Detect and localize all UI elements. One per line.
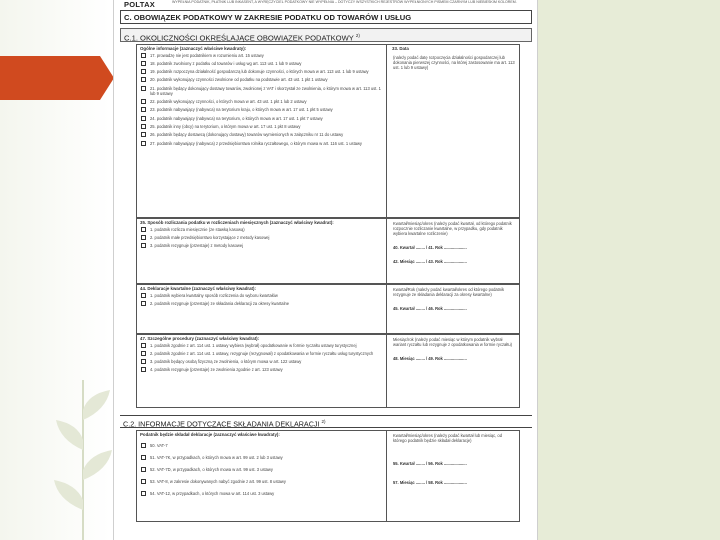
declarations-quarter-field[interactable]: 55. Kwartał ........ / 56. Rok .................... bbox=[393, 461, 467, 467]
declarations-filed-left bbox=[137, 431, 387, 521]
option-label: 52. VAT-7D, w przypadkach, o których mowa w art. 99 ust. 3 ustawy bbox=[150, 466, 273, 472]
checkbox-vat-8[interactable] bbox=[141, 479, 146, 484]
settlement-option[interactable] bbox=[137, 235, 386, 240]
option-label: 53. VAT-8, w zakresie dokonywanych nabyć zgodnie z art. 99 ust. 8 ustawy bbox=[150, 478, 286, 484]
option-label: 51. VAT-7K, w przypadkach, o których mowa w art. 99 ust. 2 lub 3 ustawy bbox=[150, 454, 283, 460]
declaration-option[interactable] bbox=[137, 293, 386, 298]
settlement-option[interactable] bbox=[137, 227, 386, 232]
special-procedures-period-text: Miesiąc/rok (należy podać miesiąc w którym podatnik wybrał wariant ryczałtu lub rezygnuje z opodatkowania w formie ryczałtu) bbox=[393, 337, 512, 348]
special-procedure-option[interactable] bbox=[137, 359, 386, 364]
checkbox-settlement-3[interactable] bbox=[141, 243, 146, 248]
vat-form-option[interactable] bbox=[137, 491, 386, 496]
form-top-note: WYPEŁNIA PODATNIK, PŁATNIK LUB INKASENT, A WYRĘCZYCIEL PODATKOWY NIE WYPEŁNIA – DOTYCZY WSZYSTKICH REJESTRÓW WYPEŁNIONYCH PISMEM CZARNYM LUB NIEBIESKIM KOLOREM. bbox=[172, 0, 517, 4]
section-c1-title-text: C.1. OKOLICZNOŚCI OKREŚLAJĄCE OBOWIĄZEK PODATKOWY bbox=[124, 33, 354, 43]
settlement-left bbox=[137, 219, 387, 283]
general-info-option[interactable] bbox=[137, 86, 386, 96]
declaration-quarter-field[interactable]: 45. Kwartał ........ / 46. Rok .................... bbox=[393, 306, 467, 312]
option-label: 3. podatnik będący osobą fizyczną ze zwolnienia, o którym mowa w art. 122 ustawy bbox=[150, 359, 302, 365]
checkbox-procedure-3[interactable] bbox=[141, 359, 146, 364]
checkbox-23[interactable] bbox=[141, 107, 146, 112]
checkbox-17[interactable] bbox=[141, 53, 146, 58]
general-info-left bbox=[137, 45, 387, 217]
checkbox-procedure-2[interactable] bbox=[141, 351, 146, 356]
section-c-title-text: C. OBOWIĄZEK PODATKOWY W ZAKRESIE PODATKU OD TOWARÓW I USŁUG bbox=[124, 13, 412, 22]
date-label: 33. Data bbox=[392, 46, 409, 51]
declarations-filed-heading: Podatnik będzie składał deklaracje (zaznaczyć właściwe kwadraty): bbox=[140, 432, 280, 437]
section-c2-title-text: C.2. INFORMACJE DOTYCZĄCE SKŁADANIA DEKLARACJI bbox=[123, 419, 320, 429]
date-instructions: (należy podać datę rozpoczęcia działalności gospodarczej lub dokonania pierwszej czynności, na której zastosowanie ma art. 113 ust. 1 lub 9 ustawy) bbox=[393, 54, 515, 70]
declaration-block bbox=[136, 284, 520, 334]
form-top-strip bbox=[122, 0, 530, 10]
section-c1-title bbox=[120, 28, 532, 42]
settlement-heading: 35. Sposób rozliczania podatku w rozliczeniach miesięcznych (zaznaczyć właściwy kwadrat): bbox=[140, 220, 334, 225]
checkbox-declaration-2[interactable] bbox=[141, 301, 146, 306]
checkbox-27[interactable] bbox=[141, 141, 146, 146]
settlement-period-text: Kwartał/miesiąc/okres (należy podać kwartał, od którego podatnik rozpocznie rozliczanie kwartalne, w przypadku, gdy podatnik wybiera kwartalne rozliczenie) bbox=[393, 221, 512, 237]
special-procedures-heading: 47. Szczególne procedury (zaznaczyć właściwy kwadrat): bbox=[140, 336, 260, 341]
option-label: 1. podatnik wybiera kwartalny sposób rozliczenia do wyboru kwartałów bbox=[150, 292, 278, 298]
checkbox-25[interactable] bbox=[141, 124, 146, 129]
option-label: 19. podatnik rozpoczyna działalność gospodarczą lub dokonuje czynności, o których mowa w art. 113 ust. 1 lub 9 ustawy bbox=[150, 69, 369, 75]
special-procedure-option[interactable] bbox=[137, 351, 386, 356]
option-label: 1. podatnik rozlicza miesięcznie (ze stawką kasową) bbox=[150, 226, 245, 232]
poltax-logo: POLTAX bbox=[124, 0, 156, 9]
general-info-option[interactable] bbox=[137, 61, 386, 66]
option-label: 20. podatnik wykonujący czynności zwolnione od podatku na podstawie art. 43 ust. 1 pkt 1 ustawy bbox=[150, 77, 328, 83]
leaf-decoration-icon bbox=[48, 360, 118, 540]
declaration-period bbox=[389, 285, 519, 313]
checkbox-vat-7k[interactable] bbox=[141, 455, 146, 460]
section-c2-title bbox=[120, 415, 532, 428]
declarations-filed-block bbox=[136, 430, 520, 522]
checkbox-procedure-1[interactable] bbox=[141, 343, 146, 348]
settlement-quarter-field[interactable]: 40. Kwartał ........ / 41. Rok .................... bbox=[393, 245, 467, 251]
option-label: 4. podatnik rezygnuje (przestaje) ze zwolnienia zgodnie z art. 123 ustawy bbox=[150, 367, 283, 373]
general-info-option[interactable] bbox=[137, 116, 386, 121]
checkbox-vat-12[interactable] bbox=[141, 491, 146, 496]
declaration-option[interactable] bbox=[137, 301, 386, 306]
checkbox-procedure-4[interactable] bbox=[141, 367, 146, 372]
checkbox-vat-7d[interactable] bbox=[141, 467, 146, 472]
vat-form-option[interactable] bbox=[137, 467, 386, 472]
special-procedure-option[interactable] bbox=[137, 367, 386, 372]
option-label: 17. prowadzę nie jest podatnikiem w rozumieniu art. 15 ustawy bbox=[150, 52, 264, 58]
option-label: 23. podatnik nabywający (nabywca) na terytorium kraju, o których mowa w art. 17 ust. 1 pkt 5 ustawy bbox=[150, 107, 333, 113]
option-label: 50. VAT-7 bbox=[150, 442, 168, 448]
option-label: 21. podatnik będący dokonujący dostawy towarów, zwolnionej z VAT i skorzystał ze zwolnienia, o którym mowa w art. 113 ust. 1 lub 9 ustawy bbox=[150, 85, 381, 96]
section-c-title bbox=[120, 10, 532, 24]
checkbox-26[interactable] bbox=[141, 132, 146, 137]
section-c1-footnote: 2) bbox=[355, 33, 360, 38]
general-info-option[interactable] bbox=[137, 107, 386, 112]
tax-form-page bbox=[113, 0, 538, 540]
special-procedures-block bbox=[136, 334, 520, 408]
option-label: 22. podatnik wykonujący czynności, o których mowa w art. 43 ust. 1 pkt 1 lub 2 ustawy bbox=[150, 99, 307, 105]
general-info-heading: Ogólne informacje (zaznaczyć właściwe kwadraty): bbox=[140, 46, 247, 51]
date-field[interactable] bbox=[389, 45, 519, 72]
general-info-option[interactable] bbox=[137, 132, 386, 137]
option-label: 26. podatnik będący dostawcą (dokonujący dostawy) towarów wymienionych w załączniku nr 11 do ustawy bbox=[150, 132, 344, 138]
vat-form-option[interactable] bbox=[137, 479, 386, 484]
declaration-heading: 44. Deklaracje kwartalne (zaznaczyć właściwy kwadrat): bbox=[140, 286, 256, 291]
option-label: 2. podatnik rezygnuje (przestaje) ze składania deklaracji za okresy kwartalne bbox=[150, 300, 290, 306]
general-info-option[interactable] bbox=[137, 124, 386, 129]
settlement-month-field[interactable]: 42. Miesiąc ........ / 43. Rok .................... bbox=[393, 259, 467, 265]
declarations-month-field[interactable]: 57. Miesiąc ........ / 58. Rok .................... bbox=[393, 480, 467, 486]
checkbox-declaration-1[interactable] bbox=[141, 293, 146, 298]
declarations-filed-period-text: Kwartał/miesiąc/okres (należy podać kwartał lub miesiąc, od którego podatnik będzie składał deklaracje) bbox=[393, 433, 502, 444]
special-procedure-option[interactable] bbox=[137, 343, 386, 348]
slide-arrow-tab bbox=[0, 56, 100, 100]
option-label: 1. podatnik zgodnie z art. 114 ust. 1 ustawy wybiera (wybrał) opodatkowanie w formie ryczałtu ustawy turystycznej bbox=[150, 342, 357, 348]
option-label: 2. podatnik zgodnie z art. 114 ust. 1 ustawy, rezygnuje (rezygnował) z opodatkowania w formie ryczałtu usług turystycznych bbox=[150, 350, 374, 356]
declaration-period-text: Kwartał/Rok (należy podać kwartał/okres od którego podatnik rezygnuje ze składania deklaracji za okresy kwartalne) bbox=[393, 287, 505, 298]
section-c2-footnote: 2) bbox=[321, 419, 326, 424]
checkbox-settlement-2[interactable] bbox=[141, 235, 146, 240]
option-label: 24. podatnik nabywający (nabywca) na terytorium, o których mowa w art. 17 ust. 1 pkt 7 ustawy bbox=[150, 115, 323, 121]
general-info-option[interactable] bbox=[137, 99, 386, 104]
settlement-option[interactable] bbox=[137, 243, 386, 248]
general-info-option[interactable] bbox=[137, 69, 386, 74]
declaration-left bbox=[137, 285, 387, 333]
general-info-option[interactable] bbox=[137, 77, 386, 82]
option-label: 27. podatnik nabywający (nabywca) z przedsiębiorstwa rolnika ryczałtowego, o którym mowa w art. 116 ust. 1 ustawy bbox=[150, 140, 362, 146]
option-label: 3. podatnik rezygnuje (przestaje) z metody kasowej bbox=[150, 243, 244, 249]
option-label: 54. VAT-12, w przypadkach, o których mowa w art. 114 ust. 3 ustawy bbox=[150, 490, 275, 496]
checkbox-settlement-1[interactable] bbox=[141, 227, 146, 232]
checkbox-vat-7[interactable] bbox=[141, 443, 146, 448]
checkbox-22[interactable] bbox=[141, 99, 146, 104]
general-info-option[interactable] bbox=[137, 53, 386, 58]
checkbox-24[interactable] bbox=[141, 116, 146, 121]
checkbox-20[interactable] bbox=[141, 77, 146, 82]
general-info-block bbox=[136, 44, 520, 218]
slide-right-band bbox=[538, 0, 720, 540]
special-procedures-period bbox=[389, 335, 519, 363]
special-procedures-month-field[interactable]: 48. Miesiąc ........ / 49. Rok .................... bbox=[393, 356, 467, 362]
option-label: 18. podatnik zwolniony z podatku od towarów i usług wg art. 113 ust. 1 lub 9 ustawy bbox=[150, 60, 302, 66]
declarations-filed-period bbox=[389, 431, 519, 487]
settlement-period bbox=[389, 219, 519, 267]
checkbox-19[interactable] bbox=[141, 69, 146, 74]
checkbox-21[interactable] bbox=[141, 86, 146, 91]
special-procedures-left bbox=[137, 335, 387, 407]
option-label: 25. podatnik inny (obcy) na terytorium, o którym mowa w art. 17 ust. 1 pkt 8 ustawy bbox=[150, 123, 301, 129]
option-label: 2. podatnik małe przedsiębiorstwo korzystające z metody kasowej bbox=[150, 234, 270, 240]
vat-form-option[interactable] bbox=[137, 455, 386, 460]
general-info-option[interactable] bbox=[137, 141, 386, 146]
settlement-block bbox=[136, 218, 520, 284]
vat-form-option[interactable] bbox=[137, 443, 386, 448]
checkbox-18[interactable] bbox=[141, 61, 146, 66]
